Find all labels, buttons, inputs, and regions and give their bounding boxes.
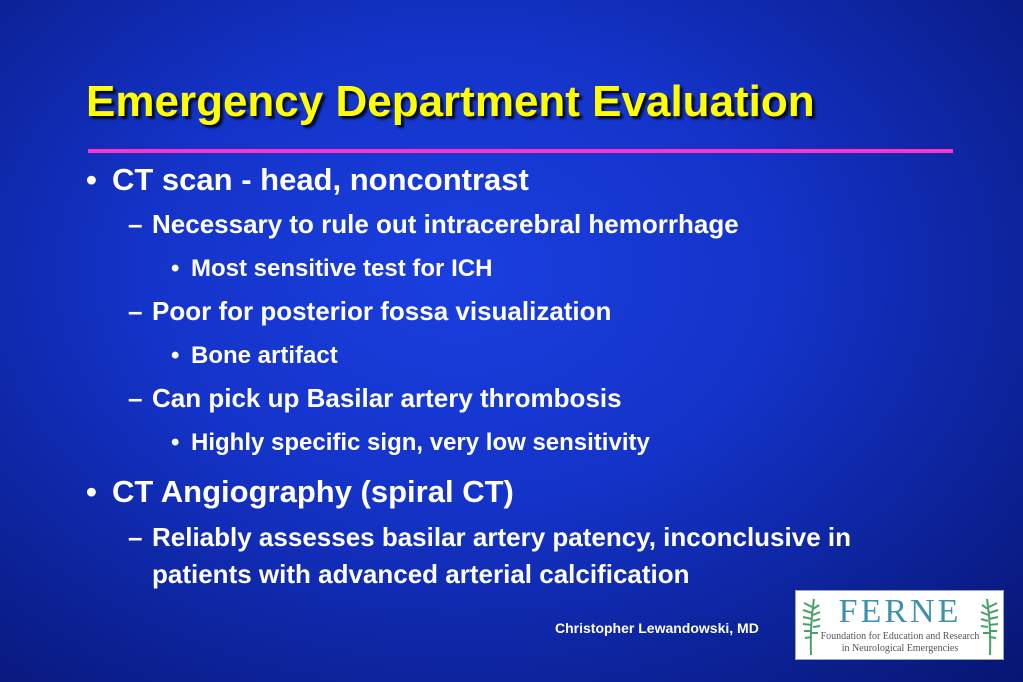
logo-subtitle-line-1: Foundation for Education and Research [820,631,980,642]
bullet-text: Can pick up Basilar artery thrombosis [152,383,622,413]
logo-subtitle-line-2: in Neurological Emergencies [841,643,959,654]
bullet-text: CT Angiography (spiral CT) [112,474,514,509]
logo-wordmark: FERNE [838,593,962,630]
bullet-text: Reliably assesses basilar artery patency, inconclusive in [152,522,851,552]
bullet-marker: – [128,522,143,552]
logo-subtitle [820,631,980,655]
bullet-marker: • [171,255,180,282]
bullet-marker: • [86,474,97,509]
bullet-marker: – [128,296,143,326]
bullet-marker: • [171,429,180,456]
bullet-marker: – [128,209,143,239]
fern-leaf-icon [979,595,1001,657]
bullet-text: Necessary to rule out intracerebral hemorrhage [152,209,739,239]
slide-title: Emergency Department Evaluation [86,77,815,126]
bullet-marker: • [171,342,180,369]
bullet-marker: – [128,383,143,413]
bullet-text: Most sensitive test for ICH [191,255,493,282]
fern-leaf-icon [800,595,822,657]
bullet-marker: • [86,162,97,197]
bullet-text: CT scan - head, noncontrast [112,162,529,197]
bullet-text: Highly specific sign, very low sensitivity [191,429,650,456]
bullet-text: Bone artifact [191,342,338,369]
ferne-logo [795,590,1004,660]
bullet-text: patients with advanced arterial calcification [152,559,690,589]
bullet-text: Poor for posterior fossa visualization [152,296,612,326]
presenter-credit: Christopher Lewandowski, MD [555,620,759,636]
